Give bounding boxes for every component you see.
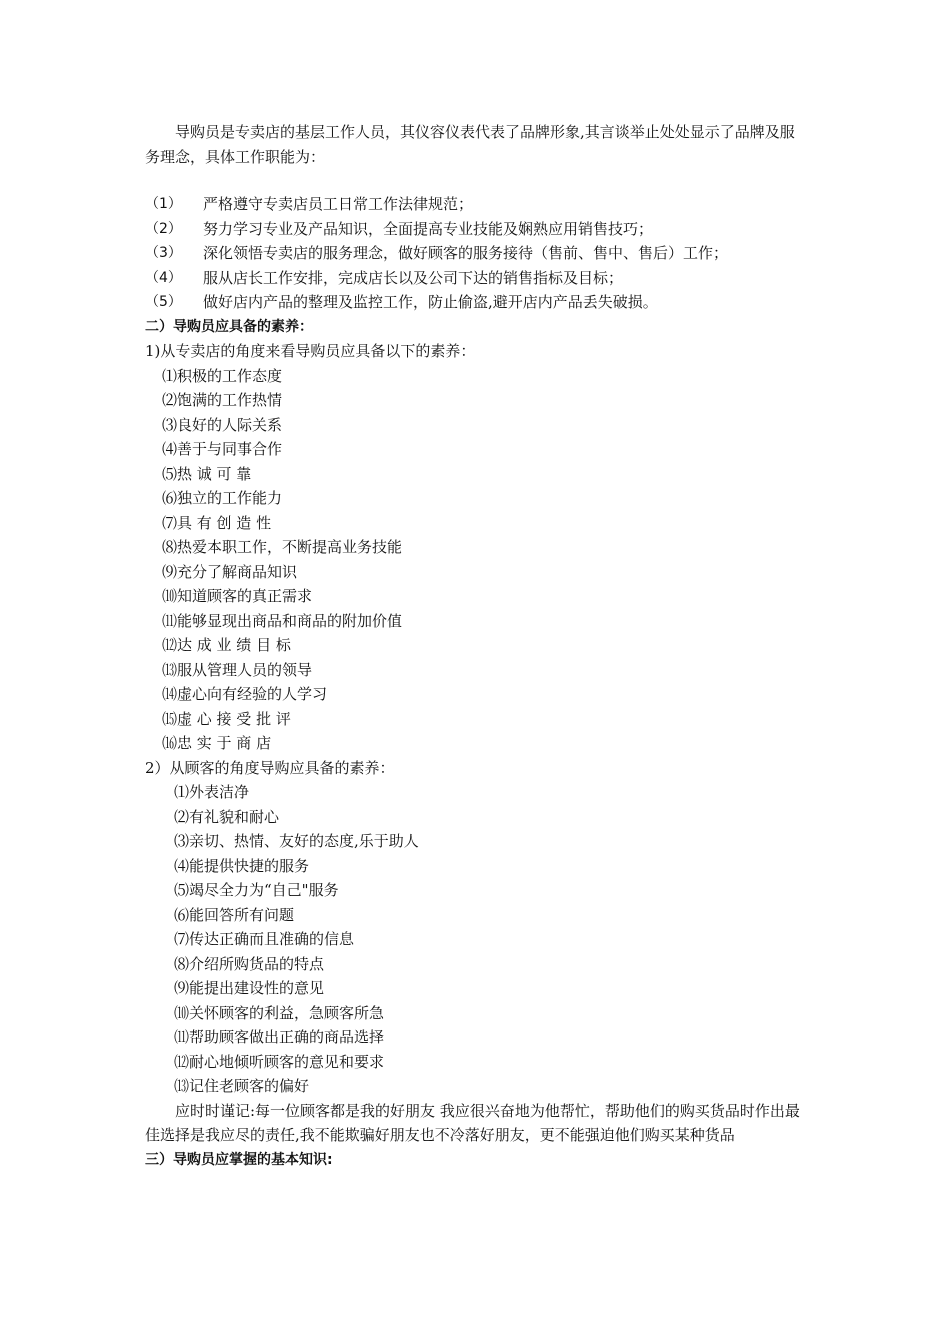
reminder-paragraph: 应时时谨记:每一位顾客都是我的好朋友 我应很兴奋地为他帮忙，帮助他们的购买货品时作出最佳选择是我应尽的责任,我不能欺骗好朋友也不冷落好朋友，更不能强迫他们购买某种货品: [145, 1101, 800, 1144]
duty-item: [145, 290, 807, 315]
duty-item: [145, 217, 807, 242]
list-item: ⑸竭尽全力为“自己"服务: [174, 881, 339, 899]
customer-qualities-list: [145, 780, 807, 1099]
list-item: ⑻热爱本职工作，不断提高业务技能: [162, 538, 403, 556]
list-item: ⒀记住老顾客的偏好: [174, 1077, 310, 1095]
list-item: ⑷善于与同事合作: [162, 440, 283, 458]
list-item: ⑺具 有 创 造 性: [162, 513, 272, 532]
duty-text: 做好店内产品的整理及监控工作，防止偷盗,避开店内产品丢失破损。: [203, 293, 658, 311]
section-heading-2: 二）导购员应具备的素养：: [145, 318, 313, 335]
duty-item: [145, 241, 807, 266]
duty-item: [145, 192, 807, 217]
spacer: [145, 169, 807, 192]
section-heading-3: 三）导购员应掌握的基本知识:: [145, 1151, 333, 1168]
list-item: ⑸热 诚 可 靠: [162, 464, 252, 483]
duty-item: [145, 266, 807, 291]
duty-text: 努力学习专业及产品知识，全面提高专业技能及娴熟应用销售技巧；: [203, 219, 654, 238]
duties-list: [145, 192, 807, 315]
list-item: ⑻介绍所购货品的特点: [174, 954, 325, 973]
duty-number: （4）: [145, 269, 182, 286]
duty-text: 深化领悟专卖店的服务理念，做好顾客的服务接待（售前、售中、售后）工作；: [203, 244, 729, 262]
list-item: ⑷能提供快捷的服务: [174, 856, 310, 875]
list-item: ⒃忠 实 于 商 店: [162, 734, 272, 752]
duty-number: （2）: [145, 220, 182, 237]
list-item: ⑹独立的工作能力: [162, 489, 283, 507]
list-item: ⑼充分了解商品知识: [162, 562, 298, 581]
list-item: ⑶亲切、热情、友好的态度,乐于助人: [174, 832, 419, 850]
list-item: ⒀服从管理人员的领导: [162, 660, 313, 679]
list-item: ⑾帮助顾客做出正确的商品选择: [174, 1028, 385, 1046]
list-item: ⑴外表洁净: [174, 783, 250, 801]
list-item: ⑵有礼貌和耐心: [174, 807, 280, 826]
list-item: ⒂虚 心 接 受 批 评: [162, 709, 291, 728]
store-qualities-list: [145, 364, 807, 756]
list-item: ⑴积极的工作态度: [162, 366, 283, 385]
list-item: ⑵饱满的工作热情: [162, 391, 283, 409]
intro-paragraph: 导购员是专卖店的基层工作人员，其仪容仪表代表了品牌形象,其言谈举止处处显示了品牌及服务理念，具体工作职能为：: [145, 123, 795, 166]
duty-text: 服从店长工作安排，完成店长以及公司下达的销售指标及目标；: [203, 268, 624, 287]
list-item: ⑾能够显现出商品和商品的附加价值: [162, 611, 403, 630]
list-item: ⑶良好的人际关系: [162, 415, 283, 434]
duty-number: （3）: [145, 245, 182, 261]
list-item: ⑺传达正确而且准确的信息: [174, 930, 355, 948]
list-item: ⒁虚心向有经验的人学习: [162, 685, 328, 703]
list-item: ⑽关怀顾客的利益，急顾客所急: [174, 1003, 385, 1022]
document-body: [145, 120, 807, 1172]
list-item: ⑿耐心地倾听顾客的意见和要求: [174, 1052, 385, 1071]
duty-number: （1）: [145, 196, 182, 212]
subheading-customer: 2）从顾客的角度导购应具备的素养：: [145, 758, 395, 777]
subheading-store: 1)从专卖店的角度来看导购员应具备以下的素养：: [145, 342, 476, 360]
list-item: ⑹能回答所有问题: [174, 905, 295, 924]
list-item: ⑿达 成 业 绩 目 标: [162, 636, 291, 654]
duty-number: （5）: [145, 294, 182, 310]
list-item: ⑼能提出建设性的意见: [174, 979, 325, 997]
list-item: ⑽知道顾客的真正需求: [162, 587, 313, 605]
duty-text: 严格遵守专卖店员工日常工作法律规范；: [203, 195, 474, 213]
